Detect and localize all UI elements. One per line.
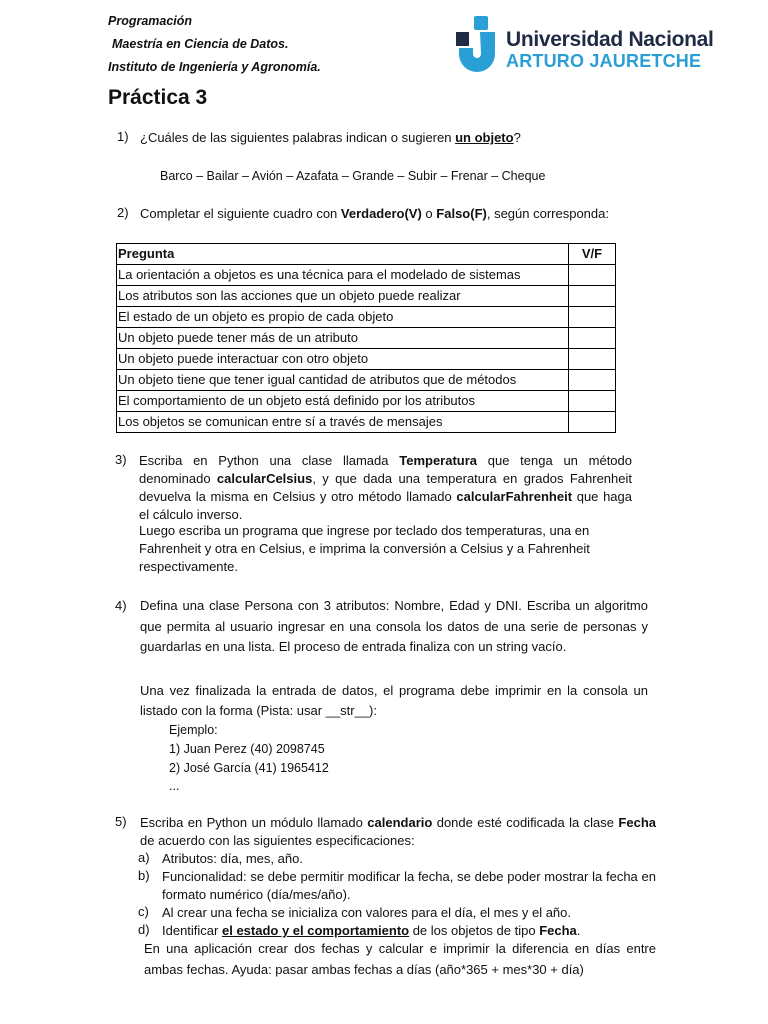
header-line-program: Maestría en Ciencia de Datos.	[112, 37, 289, 51]
q3-text: Escriba en Python una clase llamada Temperatura que tenga un método denominado calcularCelsius, y que dada una temperatura en grados Fahrenheit devuelva la misma en Celsius y otro método llamado calcularFahrenheit que haga el cálculo inverso.	[139, 453, 632, 522]
table-row: El comportamiento de un objeto está definido por los atributos	[117, 391, 616, 412]
vf-answer-cell[interactable]	[569, 370, 616, 391]
q4-paragraph-1: Defina una clase Persona con 3 atributos: Nombre, Edad y DNI. Escriba un algoritmo que permita al usuario ingresar en una consola los datos de una serie de personas y guardarlas en una lista. El proceso de entrada finaliza con un string vacío.	[140, 598, 648, 654]
header-line-institute: Instituto de Ingeniería y Agronomía.	[108, 60, 321, 74]
q5-item-letter: d)	[138, 922, 150, 937]
table-header-question: Pregunta	[117, 244, 569, 265]
q5-emphasis: el estado y el comportamiento	[221, 923, 410, 938]
q5-item-text: Al crear una fecha se inicializa con valores para el día, el mes y el año.	[162, 905, 571, 920]
page-title: Práctica 3	[108, 86, 208, 109]
vf-answer-cell[interactable]	[569, 412, 616, 433]
q5-item-letter: b)	[138, 868, 150, 883]
q1-text: ¿Cuáles de las siguientes palabras indican o sugieren un objeto?	[140, 130, 521, 145]
q1-word-list: Barco – Bailar – Avión – Azafata – Grande – Subir – Frenar – Cheque	[160, 169, 546, 183]
q3-number: 3)	[115, 452, 127, 467]
true-false-table	[116, 243, 616, 433]
table-row: Un objeto puede tener más de un atributo	[117, 328, 616, 349]
header-line-course: Programación	[108, 14, 193, 28]
table-header-row	[117, 244, 616, 265]
vf-answer-cell[interactable]	[569, 265, 616, 286]
q3-paragraph-2: Luego escriba un programa que ingrese por teclado dos temperaturas, una en Fahrenheit y otra en Celsius, e imprima la conversión a Celsius y a Fahrenheit respectivamente.	[139, 523, 590, 574]
vf-answer-cell[interactable]	[569, 307, 616, 328]
table-header-vf: V/F	[569, 244, 616, 265]
table-row: Un objeto puede interactuar con otro objeto	[117, 349, 616, 370]
q4-example-label: Ejemplo:	[169, 723, 218, 737]
q5-item-letter: a)	[138, 850, 150, 865]
q2-text: Completar el siguiente cuadro con Verdadero(V) o Falso(F), según corresponda:	[140, 206, 609, 221]
q1-emphasis: un objeto	[455, 130, 514, 145]
vf-answer-cell[interactable]	[569, 286, 616, 307]
table-row: El estado de un objeto es propio de cada objeto	[117, 307, 616, 328]
logo-name-line2: ARTURO JAURETCHE	[506, 51, 702, 71]
q4-example-line: 2) José García (41) 1965412	[169, 761, 329, 775]
q5-item-text: Atributos: día, mes, año.	[162, 851, 303, 866]
table-row: Los objetos se comunican entre sí a través de mensajes	[117, 412, 616, 433]
vf-answer-cell[interactable]	[569, 328, 616, 349]
university-logo-icon	[454, 14, 502, 74]
q5-number: 5)	[115, 814, 127, 829]
q5-final-paragraph: En una aplicación crear dos fechas y calcular e imprimir la diferencia en días entre ambas fechas. Ayuda: pasar ambas fechas a días (año*365 + mes*30 + día)	[144, 941, 656, 977]
table-row: Los atributos son las acciones que un objeto puede realizar	[117, 286, 616, 307]
q4-example-line: 1) Juan Perez (40) 2098745	[169, 742, 325, 756]
q4-paragraph-2: Una vez finalizada la entrada de datos, el programa debe imprimir en la consola un listado con la forma (Pista: usar __str__):	[140, 683, 648, 718]
q2-number: 2)	[117, 205, 129, 220]
vf-answer-cell[interactable]	[569, 391, 616, 412]
q4-example-line: ...	[169, 779, 180, 793]
table-row: Un objeto tiene que tener igual cantidad de atributos que de métodos	[117, 370, 616, 391]
logo-name-line1: Universidad Nacional	[506, 28, 714, 51]
q1-number: 1)	[117, 129, 129, 144]
q5-item-letter: c)	[138, 904, 149, 919]
vf-answer-cell[interactable]	[569, 349, 616, 370]
q4-number: 4)	[115, 598, 127, 613]
q5-item-text: Funcionalidad: se debe permitir modificar la fecha, se debe poder mostrar la fecha en formato numérico (día/mes/año).	[162, 869, 656, 902]
table-row: La orientación a objetos es una técnica para el modelado de sistemas	[117, 265, 616, 286]
q5-text: Escriba en Python un módulo llamado calendario donde esté codificada la clase Fecha de acuerdo con las siguientes especificaciones:	[140, 815, 656, 848]
q5-item-text: Identificar el estado y el comportamiento de los objetos de tipo Fecha.	[162, 923, 581, 938]
